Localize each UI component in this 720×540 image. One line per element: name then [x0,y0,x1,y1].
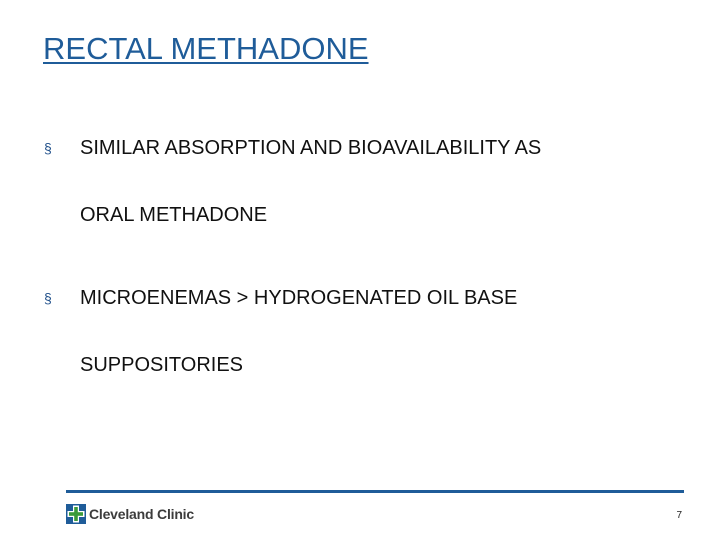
bullet-text-line: SUPPOSITORIES [80,354,244,376]
bullet-text-line: ORAL METHADONE [80,204,268,226]
bullet-text-line: MICROENEMAS > HYDROGENATED OIL BASE [80,287,518,309]
bullet-text-line: SIMILAR ABSORPTION AND BIOAVAILABILITY AS [80,137,542,159]
cleveland-clinic-logo [66,503,194,525]
slide-title: RECTAL METHADONE [43,31,369,66]
bullet-marker: § [44,140,52,156]
footer-divider [66,490,684,493]
logo-text: Cleveland Clinic [89,506,194,522]
page-number: 7 [676,510,682,521]
bullet-marker: § [44,290,52,306]
cleveland-clinic-logo-icon [66,504,86,524]
